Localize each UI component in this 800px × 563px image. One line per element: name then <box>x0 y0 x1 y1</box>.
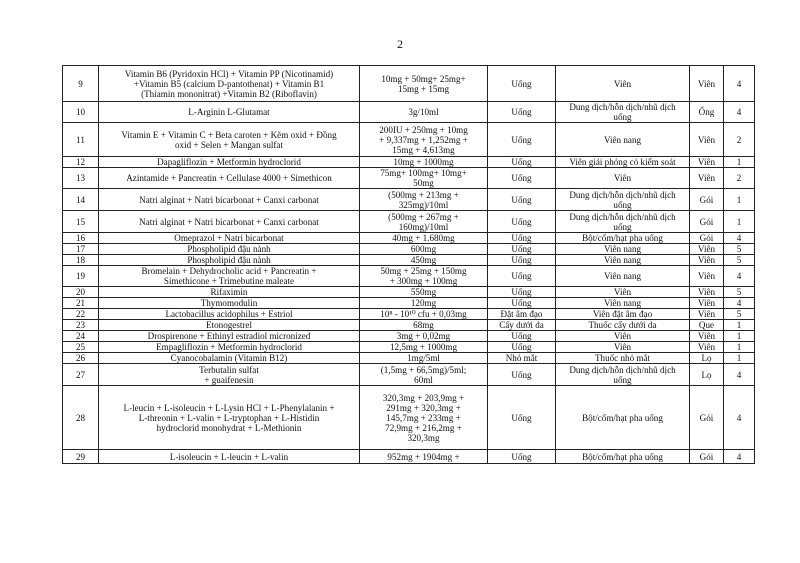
table-row <box>63 342 755 353</box>
table-row <box>63 157 755 168</box>
drug-name-cell: Omeprazol + Natri bicarbonat <box>99 233 360 244</box>
row-number-cell: 21 <box>63 298 99 309</box>
dosage-form-cell: Viên nang <box>556 244 690 255</box>
row-number-cell: 20 <box>63 287 99 298</box>
group-cell: 4 <box>724 102 755 123</box>
dosage-form-cell: Bột/cốm/hạt pha uống <box>556 233 690 244</box>
concentration-cell: 10mg + 1000mg <box>360 157 488 168</box>
drug-name-cell: Thymomodulin <box>99 298 360 309</box>
row-number-cell: 14 <box>63 189 99 211</box>
route-cell: Uống <box>488 211 556 233</box>
unit-cell: Viên <box>690 287 724 298</box>
route-cell: Uống <box>488 157 556 168</box>
dosage-form-cell: Thuốc nhỏ mắt <box>556 353 690 364</box>
table-row <box>63 211 755 233</box>
table-row <box>63 266 755 287</box>
concentration-cell: 75mg+ 100mg+ 10mg+ 50mg <box>360 168 488 189</box>
route-cell: Uống <box>488 364 556 386</box>
concentration-cell: (500mg + 213mg + 325mg)/10ml <box>360 189 488 211</box>
drug-name-cell: L-Arginin L-Glutamat <box>99 102 360 123</box>
dosage-form-cell: Viên <box>556 168 690 189</box>
route-cell: Uống <box>488 331 556 342</box>
concentration-cell: 3g/10ml <box>360 102 488 123</box>
table-row <box>63 298 755 309</box>
group-cell: 4 <box>724 66 755 102</box>
concentration-cell: 550mg <box>360 287 488 298</box>
route-cell: Đặt âm đạo <box>488 309 556 320</box>
dosage-form-cell: Dung dịch/hỗn dịch/nhũ dịch uống <box>556 211 690 233</box>
unit-cell: Gói <box>690 189 724 211</box>
group-cell: 2 <box>724 123 755 157</box>
row-number-cell: 22 <box>63 309 99 320</box>
drug-name-cell: Natri alginat + Natri bicarbonat + Canxi carbonat <box>99 189 360 211</box>
row-number-cell: 18 <box>63 255 99 266</box>
drug-name-cell: Vitamin E + Vitamin C + Beta caroten + Kẽm oxid + Đồng oxid + Selen + Mangan sulfat <box>99 123 360 157</box>
table-row <box>63 320 755 331</box>
group-cell: 4 <box>724 386 755 450</box>
drug-name-cell: Phospholipid đậu nành <box>99 255 360 266</box>
table-row <box>63 353 755 364</box>
drug-name-cell: L-leucin + L-isoleucin + L-Lysin HCl + L-Phenylalanin + L-threonin + L-valin + L-tryptophan + L-Histidin hydroclorid monohydrat + L-Methionin <box>99 386 360 450</box>
unit-cell: Gói <box>690 211 724 233</box>
drug-name-cell: Rifaximin <box>99 287 360 298</box>
unit-cell: Viên <box>690 298 724 309</box>
table-row <box>63 386 755 450</box>
row-number-cell: 17 <box>63 244 99 255</box>
group-cell: 1 <box>724 211 755 233</box>
concentration-cell: 68mg <box>360 320 488 331</box>
drug-name-cell: Bromelain + Dehydrocholic acid + Pancreatin + Simethicone + Trimebutine maleate <box>99 266 360 287</box>
row-number-cell: 24 <box>63 331 99 342</box>
row-number-cell: 13 <box>63 168 99 189</box>
drug-name-cell: Azintamide + Pancreatin + Cellulase 4000 + Simethicon <box>99 168 360 189</box>
table-row <box>63 287 755 298</box>
concentration-cell: 10mg + 50mg+ 25mg+ 15mg + 15mg <box>360 66 488 102</box>
group-cell: 1 <box>724 353 755 364</box>
table-row <box>63 309 755 320</box>
row-number-cell: 12 <box>63 157 99 168</box>
route-cell: Nhỏ mắt <box>488 353 556 364</box>
concentration-cell: 1mg/5ml <box>360 353 488 364</box>
dosage-form-cell: Viên <box>556 331 690 342</box>
route-cell: Uống <box>488 298 556 309</box>
row-number-cell: 15 <box>63 211 99 233</box>
group-cell: 4 <box>724 298 755 309</box>
unit-cell: Viên <box>690 168 724 189</box>
row-number-cell: 27 <box>63 364 99 386</box>
dosage-form-cell: Viên nang <box>556 266 690 287</box>
unit-cell: Viên <box>690 266 724 287</box>
row-number-cell: 19 <box>63 266 99 287</box>
dosage-form-cell: Viên <box>556 66 690 102</box>
drug-name-cell: Natri alginat + Natri bicarbonat + Canxi carbonat <box>99 211 360 233</box>
group-cell: 1 <box>724 320 755 331</box>
dosage-form-cell: Dung dịch/hỗn dịch/nhũ dịch uống <box>556 189 690 211</box>
concentration-cell: 10⁸ - 10¹⁰ cfu + 0,03mg <box>360 309 488 320</box>
unit-cell: Viên <box>690 331 724 342</box>
concentration-cell: 40mg + 1.680mg <box>360 233 488 244</box>
table-row <box>63 450 755 464</box>
route-cell: Uống <box>488 123 556 157</box>
unit-cell: Viên <box>690 66 724 102</box>
unit-cell: Lọ <box>690 364 724 386</box>
concentration-cell: 952mg + 1904mg + <box>360 450 488 464</box>
row-number-cell: 28 <box>63 386 99 450</box>
table-row <box>63 233 755 244</box>
table-row <box>63 123 755 157</box>
table-row <box>63 189 755 211</box>
table-row <box>63 102 755 123</box>
dosage-form-cell: Dung dịch/hỗn dịch/nhũ dịch uống <box>556 364 690 386</box>
concentration-cell: 12,5mg + 1000mg <box>360 342 488 353</box>
drug-name-cell: L-isoleucin + L-leucin + L-valin <box>99 450 360 464</box>
drug-name-cell: Etonogestrel <box>99 320 360 331</box>
row-number-cell: 23 <box>63 320 99 331</box>
group-cell: 5 <box>724 309 755 320</box>
unit-cell: Viên <box>690 342 724 353</box>
unit-cell: Que <box>690 320 724 331</box>
row-number-cell: 9 <box>63 66 99 102</box>
group-cell: 1 <box>724 331 755 342</box>
unit-cell: Lọ <box>690 353 724 364</box>
group-cell: 2 <box>724 168 755 189</box>
unit-cell: Ống <box>690 102 724 123</box>
concentration-cell: 600mg <box>360 244 488 255</box>
row-number-cell: 26 <box>63 353 99 364</box>
route-cell: Uống <box>488 287 556 298</box>
group-cell: 5 <box>724 287 755 298</box>
dosage-form-cell: Dung dịch/hỗn dịch/nhũ dịch uống <box>556 102 690 123</box>
row-number-cell: 25 <box>63 342 99 353</box>
table-row <box>63 168 755 189</box>
dosage-form-cell: Bột/cốm/hạt pha uống <box>556 386 690 450</box>
drug-name-cell: Empagliflozin + Metformin hydroclorid <box>99 342 360 353</box>
unit-cell: Gói <box>690 233 724 244</box>
concentration-cell: (500mg + 267mg + 160mg)/10ml <box>360 211 488 233</box>
group-cell: 4 <box>724 450 755 464</box>
dosage-form-cell: Viên nang <box>556 298 690 309</box>
concentration-cell: 450mg <box>360 255 488 266</box>
page-number: 2 <box>397 37 403 51</box>
route-cell: Uống <box>488 266 556 287</box>
concentration-cell: 120mg <box>360 298 488 309</box>
route-cell: Uống <box>488 233 556 244</box>
dosage-form-cell: Viên nang <box>556 255 690 266</box>
table-row <box>63 244 755 255</box>
group-cell: 5 <box>724 244 755 255</box>
group-cell: 5 <box>724 255 755 266</box>
route-cell: Uống <box>488 386 556 450</box>
unit-cell: Gói <box>690 386 724 450</box>
route-cell: Uống <box>488 189 556 211</box>
group-cell: 1 <box>724 189 755 211</box>
dosage-form-cell: Viên <box>556 287 690 298</box>
concentration-cell: 3mg + 0,02mg <box>360 331 488 342</box>
table-row <box>63 66 755 102</box>
dosage-form-cell: Viên giải phóng có kiểm soát <box>556 157 690 168</box>
table-row <box>63 331 755 342</box>
dosage-form-cell: Bột/cốm/hạt pha uống <box>556 450 690 464</box>
unit-cell: Gói <box>690 450 724 464</box>
row-number-cell: 10 <box>63 102 99 123</box>
table-body <box>63 66 755 464</box>
group-cell: 1 <box>724 342 755 353</box>
unit-cell: Viên <box>690 309 724 320</box>
concentration-cell: 200IU + 250mg + 10mg + 9,337mg + 1,252mg + 15mg + 4,613mg <box>360 123 488 157</box>
route-cell: Uống <box>488 244 556 255</box>
row-number-cell: 29 <box>63 450 99 464</box>
concentration-cell: 50mg + 25mg + 150mg + 300mg + 100mg <box>360 266 488 287</box>
dosage-form-cell: Viên đặt âm đạo <box>556 309 690 320</box>
route-cell: Uống <box>488 66 556 102</box>
group-cell: 1 <box>724 157 755 168</box>
row-number-cell: 11 <box>63 123 99 157</box>
dosage-form-cell: Thuốc cấy dưới da <box>556 320 690 331</box>
drug-name-cell: Phospholipid đậu nành <box>99 244 360 255</box>
drug-list-table <box>62 65 755 464</box>
drug-name-cell: Terbutalin sulfat + guaifenesin <box>99 364 360 386</box>
drug-name-cell: Cyanocobalamin (Vitamin B12) <box>99 353 360 364</box>
group-cell: 4 <box>724 266 755 287</box>
unit-cell: Viên <box>690 255 724 266</box>
table-row <box>63 364 755 386</box>
route-cell: Uống <box>488 342 556 353</box>
route-cell: Cấy dưới da <box>488 320 556 331</box>
group-cell: 4 <box>724 364 755 386</box>
route-cell: Uống <box>488 168 556 189</box>
concentration-cell: 320,3mg + 203,9mg + 291mg + 320,3mg + 145,7mg + 233mg + 72,9mg + 216,2mg + 320,3mg <box>360 386 488 450</box>
route-cell: Uống <box>488 102 556 123</box>
concentration-cell: (1,5mg + 66,5mg)/5ml; 60ml <box>360 364 488 386</box>
route-cell: Uống <box>488 255 556 266</box>
drug-name-cell: Lactobacillus acidophilus + Estriol <box>99 309 360 320</box>
table-row <box>63 255 755 266</box>
drug-name-cell: Vitamin B6 (Pyridoxin HCl) + Vitamin PP (Nicotinamid) +Vitamin B5 (calcium D-pantothenat) + Vitamin B1 (Thiamin mononitrat) +Vitamin B2 (Riboflavin) <box>99 66 360 102</box>
route-cell: Uống <box>488 450 556 464</box>
dosage-form-cell: Viên nang <box>556 123 690 157</box>
group-cell: 4 <box>724 233 755 244</box>
unit-cell: Viên <box>690 123 724 157</box>
drug-name-cell: Drospirenone + Ethinyl estradiol micronized <box>99 331 360 342</box>
unit-cell: Viên <box>690 244 724 255</box>
unit-cell: Viên <box>690 157 724 168</box>
dosage-form-cell: Viên <box>556 342 690 353</box>
drug-name-cell: Dapagliflozin + Metformin hydroclorid <box>99 157 360 168</box>
row-number-cell: 16 <box>63 233 99 244</box>
